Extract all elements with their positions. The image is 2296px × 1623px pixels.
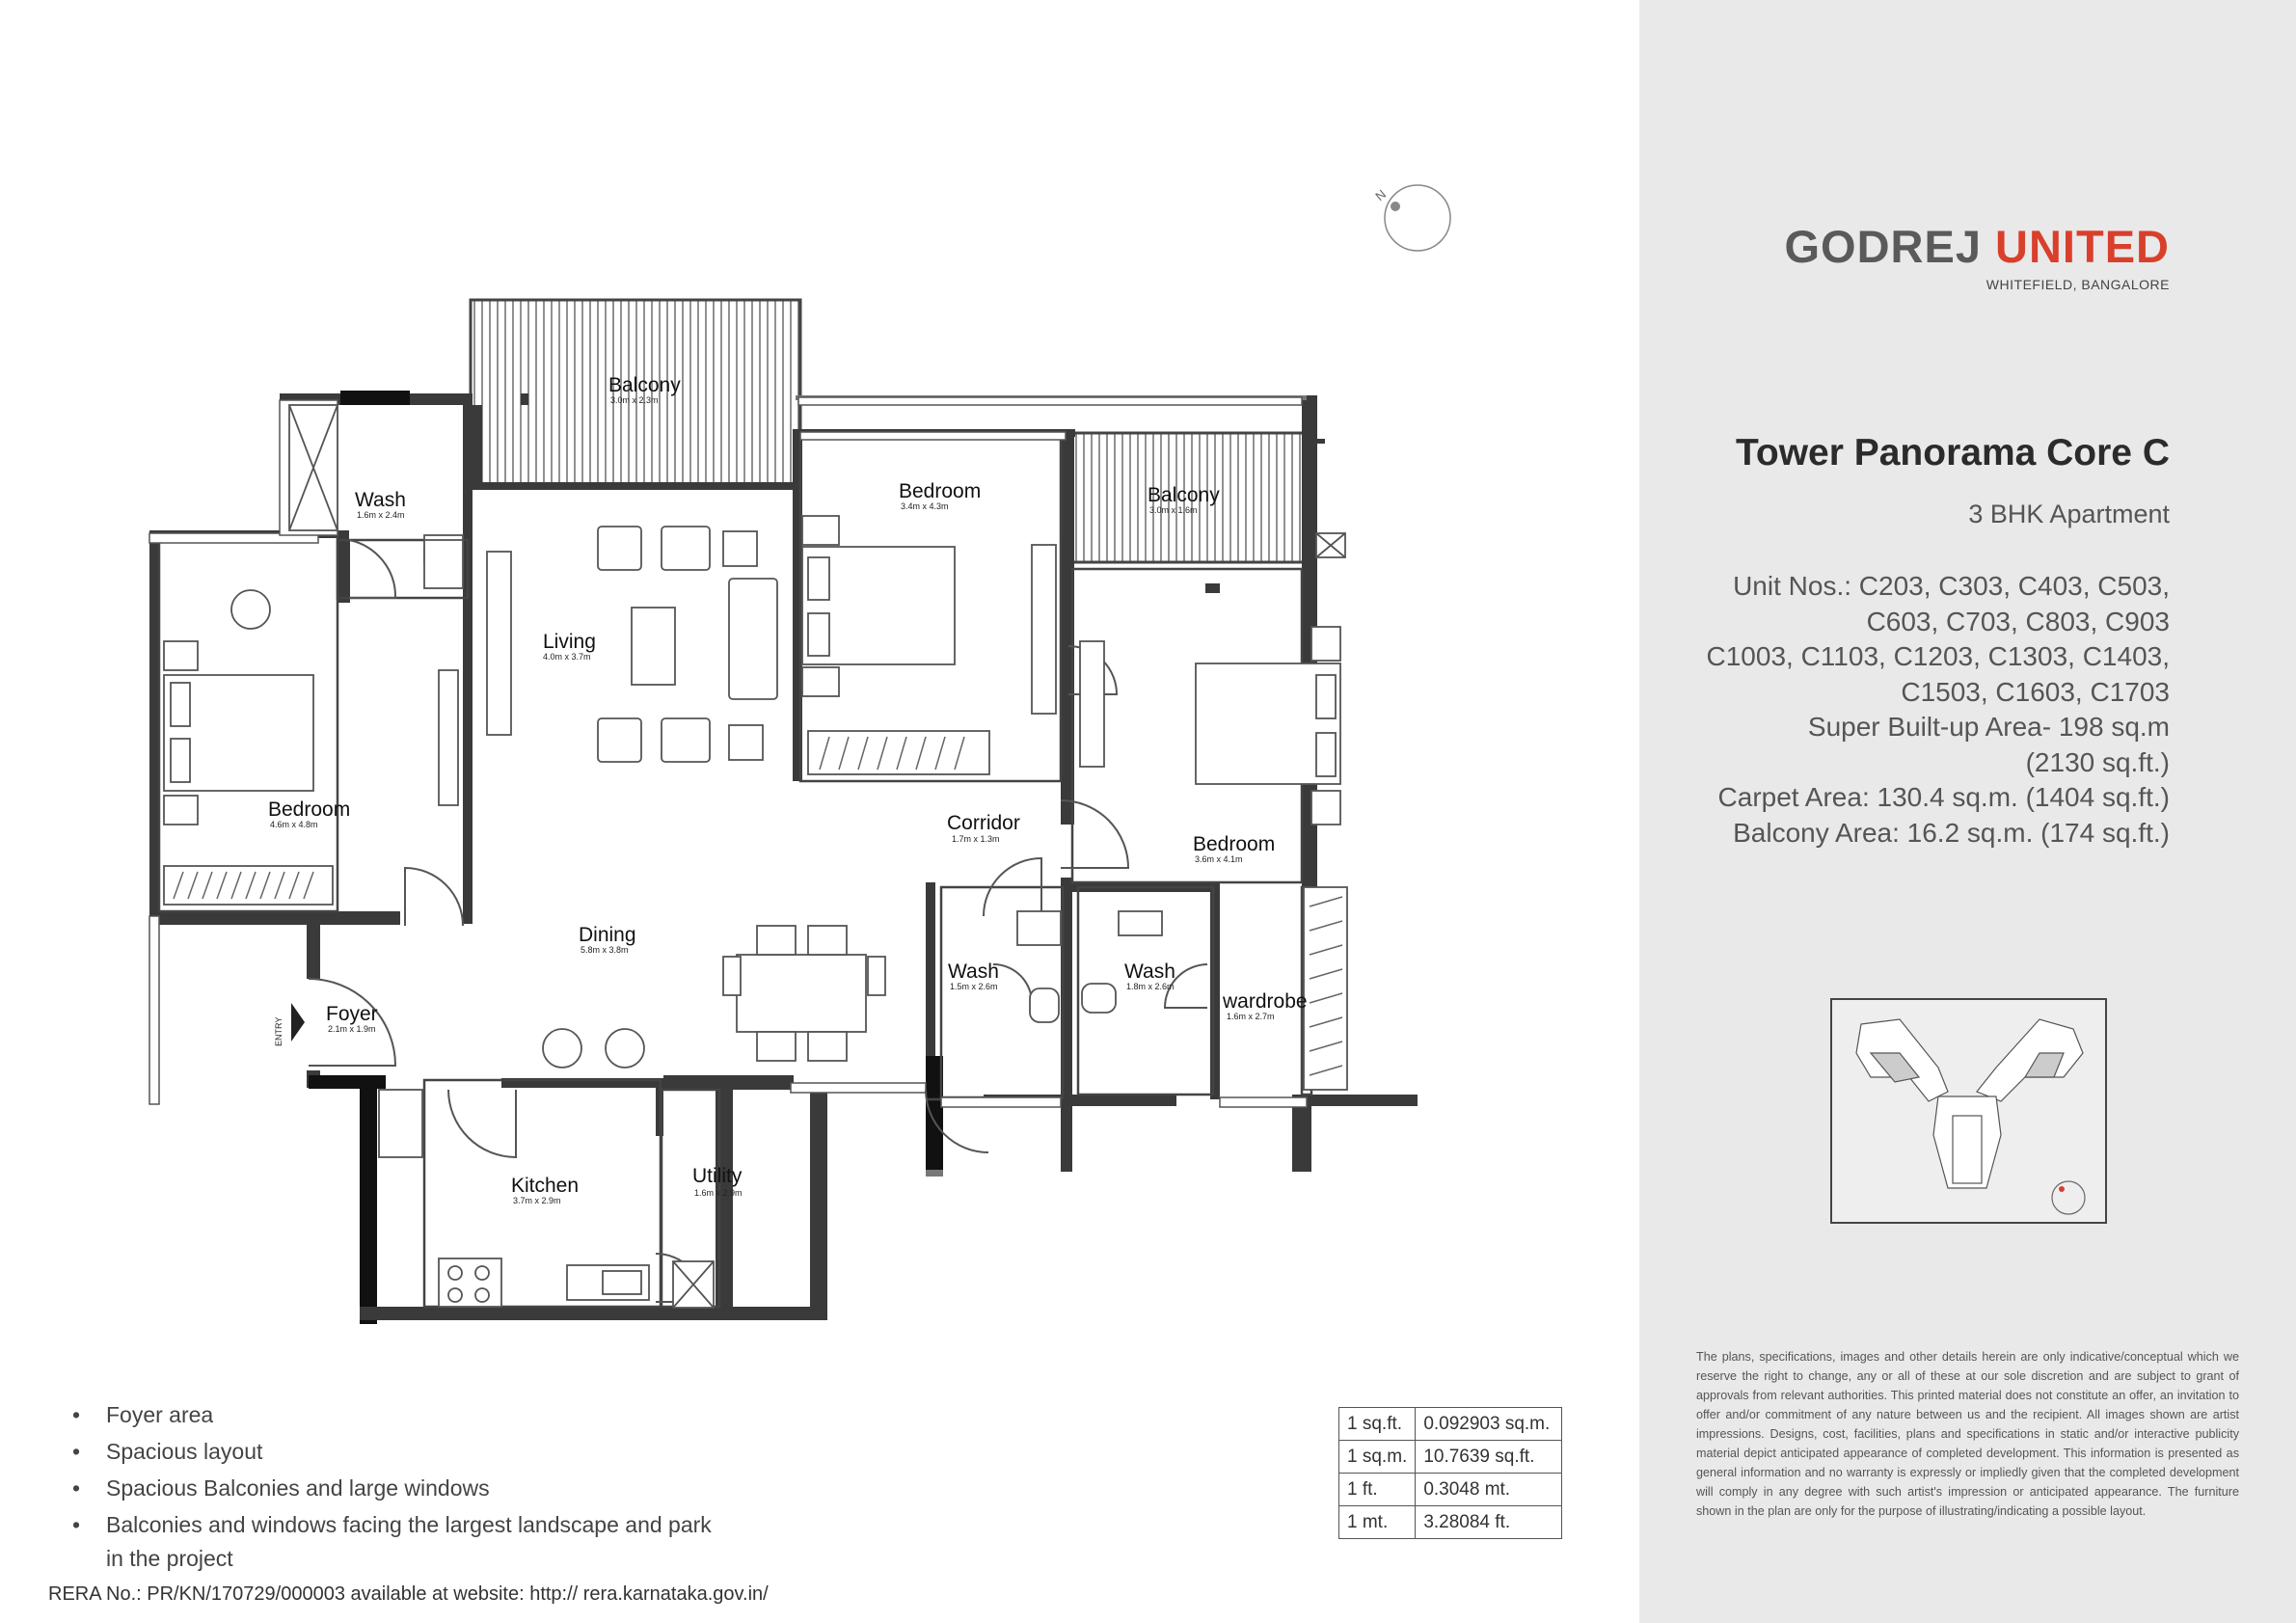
unit-detail-line: C603, C703, C803, C903 bbox=[1866, 606, 2170, 636]
list-item: • Spacious layout bbox=[72, 1435, 723, 1469]
table-cell: 10.7639 sq.ft. bbox=[1416, 1441, 1562, 1474]
compass-north-label: N bbox=[1372, 186, 1390, 204]
unit-detail-line: C1503, C1603, C1703 bbox=[1901, 676, 2170, 707]
table-row bbox=[1339, 1441, 1562, 1474]
room-dimensions: 4.0m x 3.7m bbox=[543, 652, 591, 662]
table-cell: 0.3048 mt. bbox=[1416, 1474, 1562, 1506]
brand-name-part2: UNITED bbox=[1995, 221, 2170, 272]
room-dimensions: 1.6m x 2.4m bbox=[357, 510, 405, 520]
room-label: Bedroom bbox=[1193, 833, 1276, 855]
room-label: Bedroom bbox=[268, 798, 351, 821]
list-item: • Spacious Balconies and large windows bbox=[72, 1472, 723, 1505]
room-label: Balcony bbox=[608, 374, 681, 396]
table-row bbox=[1339, 1474, 1562, 1506]
room-dimensions: 1.6m x 2.7m bbox=[1227, 1012, 1275, 1021]
room-label: Wash bbox=[948, 960, 999, 983]
room-label: Living bbox=[543, 631, 596, 653]
room-dimensions: 1.8m x 2.6m bbox=[1126, 982, 1175, 991]
brand-logo bbox=[1784, 220, 2170, 273]
room-label: Utility bbox=[692, 1165, 743, 1187]
table-cell: 1 sq.ft. bbox=[1339, 1408, 1416, 1441]
room-dimensions: 4.6m x 4.8m bbox=[270, 820, 318, 829]
room-label: Kitchen bbox=[511, 1175, 580, 1197]
table-cell: 1 sq.m. bbox=[1339, 1441, 1416, 1474]
room-dimensions: 3.0m x 1.6m bbox=[1149, 505, 1198, 515]
rera-note: RERA No.: PR/KN/170729/000003 available at website: http:// rera.karnataka.gov.in/ bbox=[48, 1583, 769, 1605]
room-dimensions: 3.7m x 2.9m bbox=[513, 1196, 561, 1205]
key-plan bbox=[1830, 998, 2107, 1224]
list-item: • Foyer area bbox=[72, 1398, 723, 1432]
tower-title: Tower Panorama Core C bbox=[1735, 432, 2170, 473]
conversion-table bbox=[1338, 1407, 1562, 1539]
room-dimensions: 1.6m x 2.9m bbox=[694, 1188, 743, 1198]
disclaimer-text: The plans, specifications, images and other details herein are only indicative/conceptual which we reserve the right to change, any or all of these at our sole discretion and are subject to grant of approvals from relevant authorities. This printed material does not constitute an offer, an invitation to offer and/or commitment of any nature between us and the recipient. All images shown are artist impressions. Designs, cost, facilities, plans and specifications in static and/or interactive publicity material depict anticipated appearance of completed development. This information is presented as general information and no warranty is expressly or impliedly given that the completed development will comply in any degree with such artist's impression or anticipated appearance. The furniture shown in the plan are only for the purpose of illustrating/indicating a possible layout. bbox=[1696, 1350, 2239, 1518]
features-list bbox=[72, 1398, 723, 1579]
unit-detail-line: C1003, C1103, C1203, C1303, C1403, bbox=[1706, 641, 2170, 671]
unit-detail-line: Balcony Area: 16.2 sq.m. (174 sq.ft.) bbox=[1733, 817, 2170, 848]
room-label: Balcony bbox=[1148, 484, 1220, 506]
room-label: Wash bbox=[1124, 960, 1175, 983]
brand-location: WHITEFIELD, BANGALORE bbox=[1985, 277, 2170, 292]
unit-detail-line: (2130 sq.ft.) bbox=[2025, 746, 2170, 777]
list-item: • Balconies and windows facing the largest landscape and park in the project bbox=[72, 1508, 723, 1576]
room-label: Bedroom bbox=[899, 480, 982, 502]
room-dimensions: 2.1m x 1.9m bbox=[328, 1024, 376, 1034]
room-dimensions: 1.5m x 2.6m bbox=[950, 982, 998, 991]
key-plan-diagram bbox=[1832, 1000, 2105, 1222]
entry-label: ENTRY bbox=[274, 1016, 284, 1046]
table-cell: 1 ft. bbox=[1339, 1474, 1416, 1506]
brand-name-part1: GODREJ bbox=[1784, 221, 1982, 272]
compass-icon bbox=[1374, 177, 1451, 255]
room-label: Dining bbox=[579, 924, 636, 946]
room-label: Corridor bbox=[947, 812, 1020, 834]
unit-details bbox=[1630, 569, 2170, 851]
unit-detail-line: Unit Nos.: C203, C303, C403, C503, bbox=[1733, 571, 2170, 601]
room-label: wardrobe bbox=[1223, 990, 1308, 1013]
entry-arrow-icon bbox=[291, 1003, 305, 1041]
table-row bbox=[1339, 1408, 1562, 1441]
room-dimensions: 5.8m x 3.8m bbox=[581, 945, 629, 955]
room-label: Wash bbox=[355, 489, 406, 511]
table-cell: 3.28084 ft. bbox=[1416, 1506, 1562, 1539]
table-cell: 0.092903 sq.m. bbox=[1416, 1408, 1562, 1441]
room-label: Foyer bbox=[326, 1003, 378, 1025]
unit-detail-line: Super Built-up Area- 198 sq.m bbox=[1807, 712, 2170, 742]
room-dimensions: 1.7m x 1.3m bbox=[952, 834, 1000, 844]
room-dimensions: 3.4m x 4.3m bbox=[901, 501, 949, 511]
table-cell: 1 mt. bbox=[1339, 1506, 1416, 1539]
unit-detail-line: Carpet Area: 130.4 sq.m. (1404 sq.ft.) bbox=[1717, 782, 2170, 812]
room-dimensions: 3.0m x 2.3m bbox=[610, 395, 659, 405]
apartment-type: 3 BHK Apartment bbox=[1968, 500, 2170, 528]
room-dimensions: 3.6m x 4.1m bbox=[1195, 854, 1243, 864]
table-row bbox=[1339, 1506, 1562, 1539]
